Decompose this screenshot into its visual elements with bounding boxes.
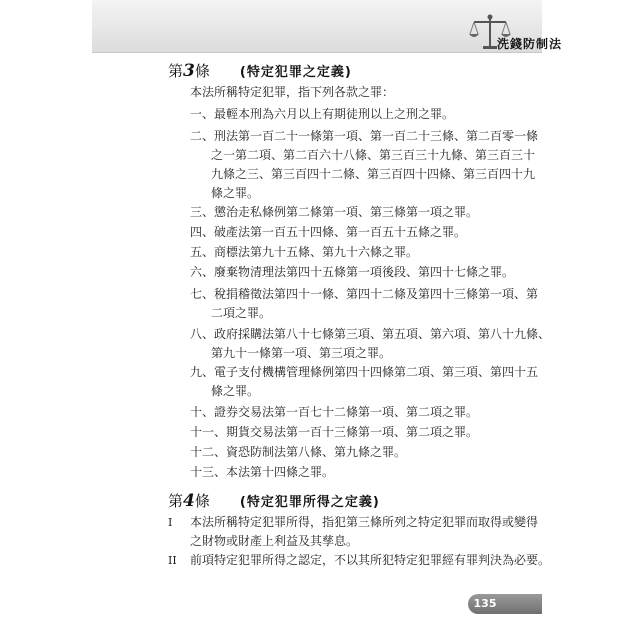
article-title: (特定犯罪之定義) xyxy=(239,65,352,80)
article-3-item-line: 八、政府採購法第八十七條第三項、第五項、第六項、第八十九條、 xyxy=(190,327,551,341)
article-4-paragraph-line: 之財物或財產上利益及其孳息。 xyxy=(190,534,359,548)
paragraph-mark: I xyxy=(168,516,173,529)
article-3-item-line: 四、破產法第一百五十四條、第一百五十五條之罪。 xyxy=(190,225,467,239)
article-3-item-line: 之一第二項、第二百六十八條、第三百三十九條、第三百三十 xyxy=(211,148,536,162)
article-3-item-line: 第九十一條第一項、第三項之罪。 xyxy=(211,346,392,360)
article-title: (特定犯罪所得之定義) xyxy=(239,495,380,510)
article-4-heading xyxy=(168,490,380,511)
article-3-item-line: 九、電子支付機構管理條例第四十四條第二項、第三項、第四十五 xyxy=(190,365,539,379)
article-3-item-line: 三、懲治走私條例第二條第一項、第三條第一項之罪。 xyxy=(190,205,479,219)
article-number-prefix: 第 xyxy=(168,492,184,510)
article-3-item-line: 一、最輕本刑為六月以上有期徒刑以上之刑之罪。 xyxy=(190,107,455,121)
article-3-item-line: 六、廢棄物清理法第四十五條第一項後段、第四十七條之罪。 xyxy=(190,265,515,279)
paragraph-mark: II xyxy=(168,554,177,567)
scales-of-justice-icon xyxy=(468,12,512,52)
article-3-item-line: 七、稅捐稽徵法第四十一條、第四十二條及第四十三條第一項、第 xyxy=(190,287,539,301)
article-3-item-line: 十、證券交易法第一百七十二條第一項、第二項之罪。 xyxy=(190,405,479,419)
article-number-prefix: 第 xyxy=(168,62,184,80)
article-3-item-line: 二項之罪。 xyxy=(211,306,272,320)
article-number: 4 xyxy=(183,491,195,511)
running-header-title: 洗錢防制法 xyxy=(496,37,562,51)
article-number: 3 xyxy=(183,61,195,81)
page-number: 135 xyxy=(473,597,497,610)
article-4-paragraph-line: 前項特定犯罪所得之認定，不以其所犯特定犯罪經有罪判決為必要。 xyxy=(190,553,551,567)
article-3-item-line: 十一、期貨交易法第一百十三條第一項、第二項之罪。 xyxy=(190,425,479,439)
article-3-item-line: 條之罪。 xyxy=(211,384,260,398)
article-3-intro: 本法所稱特定犯罪，指下列各款之罪： xyxy=(190,85,395,99)
article-3-item-line: 二、刑法第一百二十一條第一項、第一百二十三條、第二百零一條 xyxy=(190,129,539,143)
article-3-item-line: 條之罪。 xyxy=(211,186,260,200)
article-3-item-line: 九條之三、第三百四十二條、第三百四十四條、第三百四十九 xyxy=(211,167,536,181)
article-3-item-line: 十二、資恐防制法第八條、第九條之罪。 xyxy=(190,445,407,459)
article-3-item-line: 五、商標法第九十五條、第九十六條之罪。 xyxy=(190,245,419,259)
article-3-heading xyxy=(168,60,352,81)
article-4-paragraph-line: 本法所稱特定犯罪所得，指犯第三條所列之特定犯罪而取得或變得 xyxy=(190,515,539,529)
article-number-suffix: 條 xyxy=(194,492,210,510)
article-number-suffix: 條 xyxy=(194,62,210,80)
article-3-item-line: 十三、本法第十四條之罪。 xyxy=(190,465,335,479)
